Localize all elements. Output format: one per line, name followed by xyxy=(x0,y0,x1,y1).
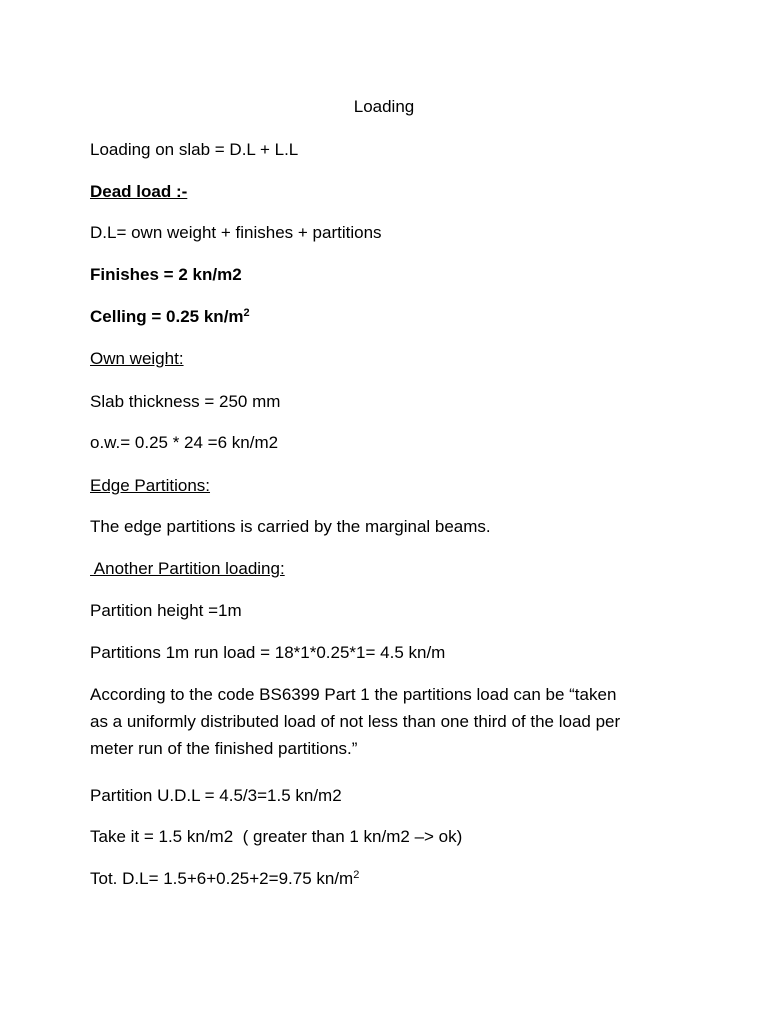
code-paragraph-line-3: meter run of the finished partitions.” xyxy=(90,739,358,758)
code-paragraph-line-1: According to the code BS6399 Part 1 the partitions load can be “taken xyxy=(90,685,617,704)
partition-run-load-line: Partitions 1m run load = 18*1*0.25*1= 4.5 kn/m xyxy=(90,643,446,662)
own-weight-heading: Own weight: xyxy=(90,349,184,368)
partition-udl-line: Partition U.D.L = 4.5/3=1.5 kn/m2 xyxy=(90,786,342,805)
edge-partitions-heading: Edge Partitions: xyxy=(90,476,211,495)
finishes-line: Finishes = 2 kn/m2 xyxy=(90,265,242,284)
slab-thickness-line: Slab thickness = 250 mm xyxy=(90,392,281,411)
page-title: Loading xyxy=(353,97,415,116)
dead-load-heading: Dead load :- xyxy=(90,182,188,201)
code-paragraph xyxy=(90,681,690,762)
own-weight-calc-line: o.w.= 0.25 * 24 =6 kn/m2 xyxy=(90,433,279,452)
another-partition-heading: Another Partition loading: xyxy=(90,559,285,578)
code-paragraph-line-2: as a uniformly distributed load of not less than one third of the load per xyxy=(90,712,621,731)
loading-on-slab-line: Loading on slab = D.L + L.L xyxy=(90,140,299,159)
celling-line xyxy=(90,306,250,327)
total-dl-text: Tot. D.L= 1.5+6+0.25+2=9.75 kn/m xyxy=(90,869,354,888)
total-dl-superscript: 2 xyxy=(353,869,360,881)
celling-text: Celling = 0.25 kn/m xyxy=(90,307,244,326)
celling-superscript: 2 xyxy=(243,307,250,319)
total-dl-line xyxy=(90,868,359,889)
dl-definition-line: D.L= own weight + finishes + partitions xyxy=(90,223,382,242)
partition-height-line: Partition height =1m xyxy=(90,601,242,620)
take-it-line: Take it = 1.5 kn/m2 ( greater than 1 kn/m2 –> ok) xyxy=(90,827,463,846)
edge-partitions-text: The edge partitions is carried by the marginal beams. xyxy=(90,517,491,536)
